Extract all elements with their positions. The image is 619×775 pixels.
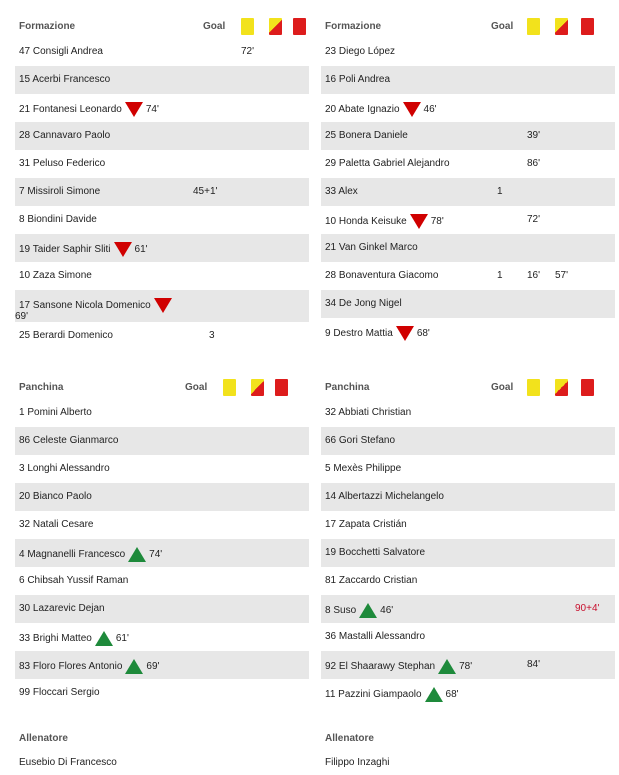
player-name: 16 Poli Andrea [325,74,391,85]
player-name: 19 Taider Saphir Sliti [19,244,111,256]
table-row [321,290,615,318]
substitution-minute: 61' [115,633,129,645]
player-name: 17 Zapata Cristián [325,519,407,530]
player-name: 25 Bonera Daniele [325,130,408,141]
player-name: 92 El Shaarawy Stephan [325,661,436,673]
table-row [15,399,309,427]
table-row [15,66,309,94]
substitution-minute: 74' [149,549,163,561]
player-name-cell [325,631,425,642]
player-name-cell [19,242,148,257]
player-name: 83 Floro Flores Antonio [19,661,123,673]
player-name: 4 Magnanelli Francesco [19,549,126,561]
table-row [321,511,615,539]
yellow-card-minute: 16' [527,270,541,281]
player-name-cell [19,130,110,141]
player-name: 6 Chibsah Yussif Raman [19,575,129,586]
player-name: 36 Mastalli Alessandro [325,631,426,642]
player-name-cell [19,270,92,281]
player-name-cell [19,214,97,225]
player-name-cell [325,407,411,418]
coach-title: Allenatore [325,733,374,744]
table-row [15,94,309,122]
substitution-in-icon [359,603,377,618]
player-name-cell [19,435,119,446]
yellow-card-icon [223,379,236,396]
table-row [321,483,615,511]
yellow-card-minute: 72' [241,46,255,57]
section-title: Panchina [19,382,64,393]
red-card-icon [275,379,288,396]
player-name: 3 Longhi Alessandro [19,463,110,474]
player-name: 9 Destro Mattia [325,328,393,340]
table-row [321,455,615,483]
yellow-card-minute: 86' [527,158,541,169]
substitution-minute: 78' [430,216,444,228]
table-header [321,8,615,38]
player-name-cell [19,186,100,197]
substitution-out-icon [154,298,172,313]
table-row [321,567,615,595]
player-name: 5 Mexès Philippe [325,463,402,474]
section-title: Panchina [325,382,370,393]
substitution-minute: 46' [380,605,394,617]
table-row [321,651,615,679]
second-yellow-card-icon [555,379,568,396]
section-title: Formazione [325,21,382,32]
substitution-in-icon [95,631,113,646]
second-yellow-card-icon [269,18,282,35]
player-name: 29 Paletta Gabriel Alejandro [325,158,450,169]
goal-column-header: Goal [185,382,208,393]
coach-title: Allenatore [19,733,68,744]
player-name: 17 Sansone Nicola Domenico [19,300,151,312]
player-name: 81 Zaccardo Cristian [325,575,418,586]
substitution-in-icon [425,687,443,702]
player-name: 21 Fontanesi Leonardo [19,104,122,116]
player-name: 8 Suso [325,605,357,617]
table-header [321,369,615,399]
player-name-cell [325,659,472,674]
table-row [321,427,615,455]
table-row [321,318,615,346]
player-name-cell [325,214,444,229]
yellow-card-icon [527,18,540,35]
substitution-out-icon [114,242,132,257]
player-name: 28 Bonaventura Giacomo [325,270,439,281]
player-name: 10 Honda Keisuke [325,216,407,228]
table-row [321,122,615,150]
away-coach-section [321,733,615,773]
coach-name: Eusebio Di Francesco [19,757,117,768]
substitution-minute: 61' [134,244,148,256]
goal-value: 45+1' [193,186,218,197]
table-row [15,322,309,350]
player-name-cell [325,687,459,702]
substitution-minute: 46' [423,104,437,116]
home-bench-panel [15,369,309,707]
player-name: 15 Acerbi Francesco [19,74,111,85]
substitution-out-icon [396,326,414,341]
table-row [321,234,615,262]
player-name: 7 Missiroli Simone [19,186,101,197]
yellow-card-minute: 39' [527,130,541,141]
player-name-cell [19,631,129,646]
player-name: 21 Van Ginkel Marco [325,242,418,253]
player-name: 28 Cannavaro Paolo [19,130,111,141]
substitution-out-icon [125,102,143,117]
yellow-card-minute: 84' [527,659,541,670]
table-row [321,206,615,234]
player-name-cell [325,298,402,309]
away-bench-panel [321,369,615,707]
player-name-cell [325,435,395,446]
player-name-cell [19,158,105,169]
table-row [15,567,309,595]
table-row [15,178,309,206]
player-name: 1 Pomini Alberto [19,407,92,418]
table-row [321,262,615,290]
table-header [15,8,309,38]
red-card-icon [581,18,594,35]
player-name: 33 Alex [325,186,358,197]
yellow-card-minute: 72' [527,214,541,225]
second-yellow-card-icon [555,18,568,35]
table-row [321,94,615,122]
section-title: Formazione [19,21,76,32]
player-name-cell [325,186,358,197]
player-name: 47 Consigli Andrea [19,46,103,57]
substitution-in-icon [438,659,456,674]
away-lineup-panel [321,8,615,346]
coach-name: Filippo Inzaghi [325,757,390,768]
player-name-cell [19,687,100,698]
player-name-cell [19,603,105,614]
player-name: 66 Gori Stefano [325,435,396,446]
player-name-cell [325,463,401,474]
yellow-card-icon [241,18,254,35]
player-name: 25 Berardi Domenico [19,330,113,341]
player-name-cell [325,102,437,117]
table-row [15,455,309,483]
player-name-cell [325,519,407,530]
second-yellow-minute: 57' [555,270,569,281]
table-row [15,511,309,539]
player-name: 31 Peluso Federico [19,158,106,169]
player-name-cell [19,46,103,57]
table-row [15,122,309,150]
table-row [15,679,309,707]
table-row [321,178,615,206]
substitution-out-icon [403,102,421,117]
player-name-cell [325,326,430,341]
table-row [15,234,309,262]
player-name-cell [325,547,425,558]
table-row [15,623,309,651]
player-name: 8 Biondini Davide [19,214,97,225]
red-card-icon [581,379,594,396]
goal-column-header: Goal [491,21,514,32]
player-name: 34 De Jong Nigel [325,298,402,309]
table-row [15,38,309,66]
substitution-minute: 68' [416,328,430,340]
substitution-out-icon [410,214,428,229]
player-name-cell [19,575,128,586]
table-header [15,369,309,399]
player-name: 23 Diego López [325,46,396,57]
table-row [15,595,309,623]
player-name-cell [19,74,110,85]
player-name-cell [19,330,113,341]
player-name-cell [325,575,417,586]
player-name: 30 Lazarevic Dejan [19,603,105,614]
player-name-cell [325,158,450,169]
table-row [321,150,615,178]
red-card-icon [293,18,306,35]
substitution-minute: 74' [145,104,159,116]
table-row [321,38,615,66]
goal-value: 1 [497,186,503,197]
player-name-cell [19,407,92,418]
player-name: 10 Zaza Simone [19,270,92,281]
table-row [15,262,309,290]
table-row [15,651,309,679]
substitution-in-icon [128,547,146,562]
player-name-cell [19,491,92,502]
player-name: 14 Albertazzi Michelangelo [325,491,444,502]
table-row [321,399,615,427]
player-name-cell [325,491,444,502]
table-row [15,483,309,511]
player-name: 11 Pazzini Giampaolo [325,689,422,701]
table-row [321,66,615,94]
table-row [15,150,309,178]
home-lineup-panel [15,8,309,350]
player-name-cell [325,603,393,618]
table-row [321,595,615,623]
second-yellow-card-icon [251,379,264,396]
player-name: 32 Abbiati Christian [325,407,412,418]
goal-column-header: Goal [203,21,226,32]
table-row [15,427,309,455]
player-name-cell [325,46,395,57]
substitution-minute: 68' [445,689,459,701]
goal-column-header: Goal [491,382,514,393]
player-name-cell [19,463,110,474]
player-name-cell [19,547,162,562]
player-name: 20 Abate Ignazio [325,104,400,116]
player-name-cell [325,242,418,253]
table-row [15,206,309,234]
substitution-minute: 69' [146,661,160,673]
player-name: 19 Bocchetti Salvatore [325,547,426,558]
yellow-card-icon [527,379,540,396]
table-row [15,290,309,322]
player-name-cell [325,130,408,141]
substitution-minute: 78' [459,661,473,673]
player-name: 32 Natali Cesare [19,519,94,530]
table-row [321,539,615,567]
table-row [321,623,615,651]
player-name-cell [19,102,159,117]
table-row [15,539,309,567]
player-name: 20 Bianco Paolo [19,491,92,502]
player-name: 86 Celeste Gianmarco [19,435,119,446]
player-name-cell [19,298,175,313]
player-name: 33 Brighi Matteo [19,633,92,645]
player-name-cell [19,659,159,674]
player-name-cell [325,270,438,281]
table-row [321,679,615,707]
goal-value: 1 [497,270,503,281]
red-card-minute: 90+4' [575,603,600,614]
player-name-cell [19,519,93,530]
substitution-minute: 69' [15,311,29,322]
substitution-in-icon [125,659,143,674]
player-name-cell [325,74,390,85]
goal-value: 3 [209,330,215,341]
home-coach-section [15,733,309,773]
player-name: 99 Floccari Sergio [19,687,100,698]
